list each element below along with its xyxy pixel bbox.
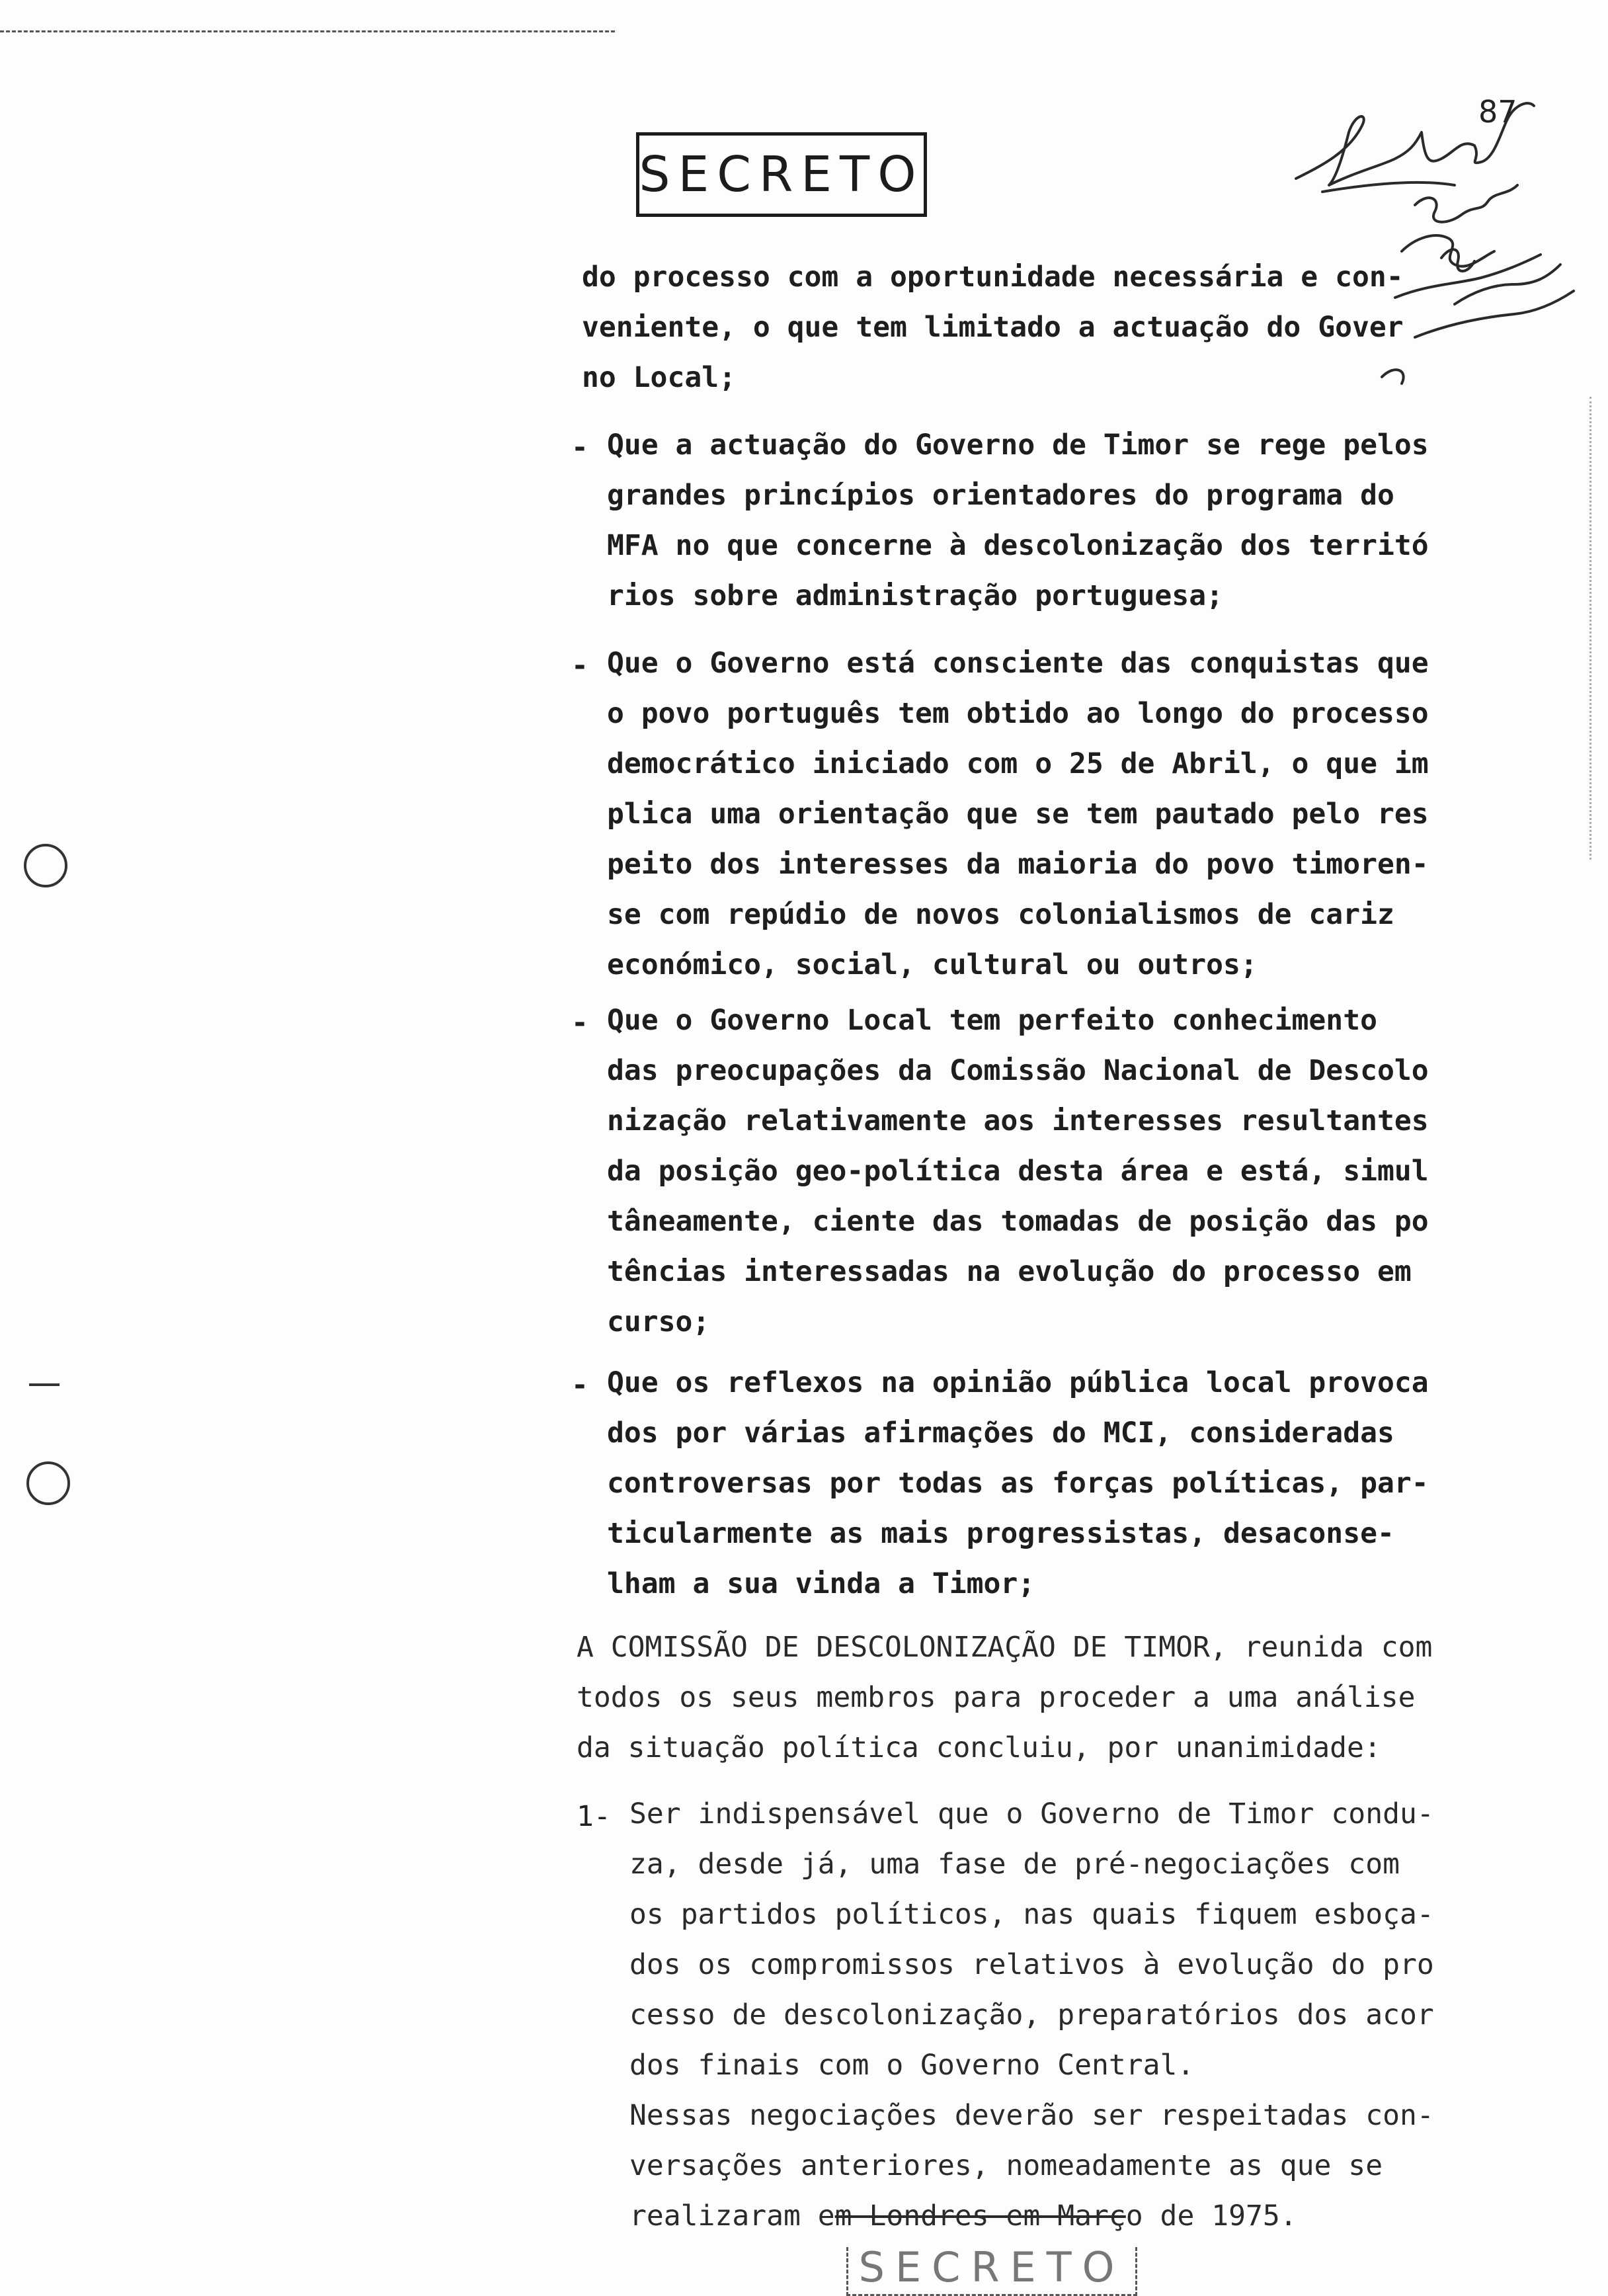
text-line: veniente, o que tem limitado a actuação do Gover <box>582 311 1404 344</box>
bullet-marker: - <box>571 1369 588 1402</box>
stamp-label: SECRETO <box>639 146 924 203</box>
bullet-marker: - <box>571 1006 588 1040</box>
text-line: no Local; <box>582 361 736 394</box>
text-line: peito dos interesses da maioria do povo timoren- <box>607 848 1429 881</box>
text-fragment: realizaram e <box>629 2199 835 2233</box>
text-line: Ser indispensável que o Governo de Timor condu- <box>629 1797 1434 1830</box>
text-line: Que a actuação do Governo de Timor se rege pelos <box>607 429 1429 462</box>
text-line: da posição geo-política desta área e está, simul <box>607 1155 1429 1188</box>
text-line: controversas por todas as forças políticas, par- <box>607 1467 1429 1500</box>
text-line: os partidos políticos, nas quais fiquem esboça- <box>629 1898 1434 1931</box>
text-line: da situação política concluiu, por unanimidade: <box>577 1731 1381 1764</box>
text-line: económico, social, cultural ou outros; <box>607 948 1258 981</box>
text-line: democrático iniciado com o 25 de Abril, o que im <box>607 747 1429 780</box>
text-line: Que o Governo está consciente das conquistas que <box>607 647 1429 680</box>
text-line: do processo com a oportunidade necessária e con- <box>582 261 1404 294</box>
text-line: grandes princípios orientadores do programa do <box>607 479 1394 512</box>
bullet-marker: - <box>571 649 588 682</box>
text-fragment: o de 1975. <box>1125 2199 1297 2233</box>
text-line: A COMISSÃO DE DESCOLONIZAÇÃO DE TIMOR, reunida com <box>577 1631 1433 1664</box>
last-text-line <box>629 2199 1297 2233</box>
text-line: se com repúdio de novos colonialismos de cariz <box>607 898 1394 931</box>
text-line: za, desde já, uma fase de pré-negociações com <box>629 1848 1400 1881</box>
text-line: rios sobre administração portuguesa; <box>607 579 1223 612</box>
text-line: o povo português tem obtido ao longo do processo <box>607 697 1429 730</box>
text-line: ticularmente as mais progressistas, desaconse- <box>607 1517 1394 1550</box>
text-line: Nessas negociações deverão ser respeitadas con- <box>629 2099 1434 2132</box>
text-line: plica uma orientação que se tem pautado pelo res <box>607 798 1429 831</box>
text-line: MFA no que concerne à descolonização dos territó <box>607 529 1429 562</box>
page-number: 87 <box>1478 94 1517 130</box>
text-line: das preocupações da Comissão Nacional de Descolo <box>607 1054 1429 1087</box>
text-line: tências interessadas na evolução do processo em <box>607 1255 1412 1288</box>
text-line: todos os seus membros para proceder a uma análise <box>577 1681 1416 1714</box>
struck-text: m Londres em Març <box>834 2199 1126 2233</box>
stamp-label: SECRETO <box>858 2247 1125 2291</box>
text-line: nização relativamente aos interesses resultantes <box>607 1104 1429 1137</box>
text-line: dos por várias afirmações do MCI, consideradas <box>607 1416 1394 1450</box>
text-line: cesso de descolonização, preparatórios dos acor <box>629 1998 1434 2031</box>
bullet-marker: - <box>571 431 588 464</box>
text-line: tâneamente, ciente das tomadas de posição das po <box>607 1205 1429 1238</box>
text-line: Que o Governo Local tem perfeito conhecimento <box>607 1004 1377 1037</box>
text-line: versações anteriores, nomeadamente as que se <box>629 2149 1383 2182</box>
item-number: 1- <box>577 1800 611 1833</box>
text-line: dos finais com o Governo Central. <box>629 2049 1195 2082</box>
text-line: dos os compromissos relativos à evolução do pro <box>629 1948 1434 1981</box>
text-line: Que os reflexos na opinião pública local provoca <box>607 1366 1429 1399</box>
secreto-stamp-bottom <box>846 2247 1137 2296</box>
text-line: curso; <box>607 1305 710 1338</box>
text-line: lham a sua vinda a Timor; <box>607 1567 1035 1600</box>
